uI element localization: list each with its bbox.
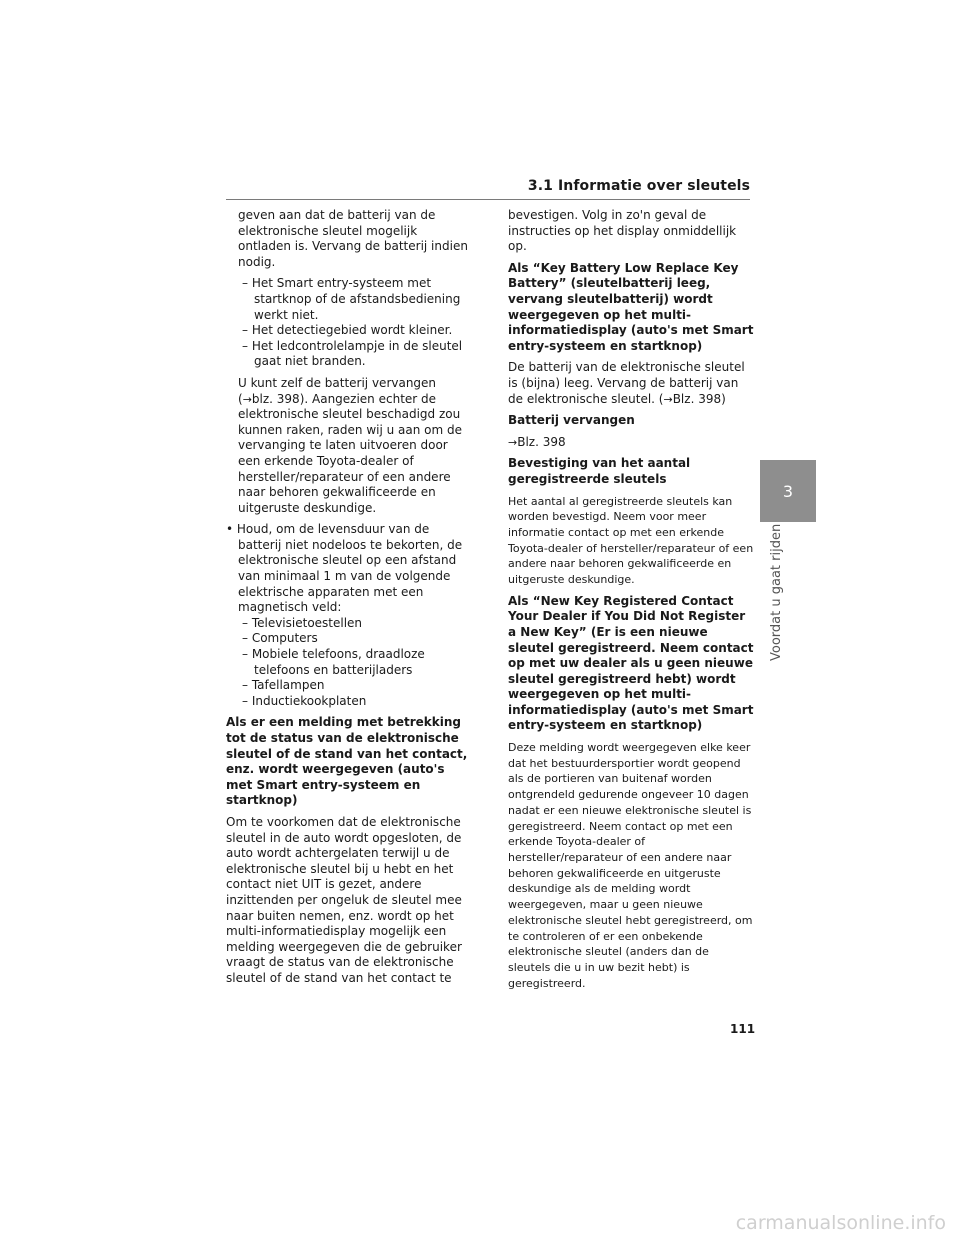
dash-item: – Tafellampen: [242, 678, 325, 693]
body-paragraph: De batterij van de elektronische sleutel is (bijna) leeg. Vervang de batterij van de elektronische sleutel. (→Blz. 398): [508, 360, 745, 406]
dash-item: – Het ledcontrolelampje in de sleutel gaat niet branden.: [242, 338, 463, 369]
body-paragraph: Het aantal al geregistreerde sleutels kan worden bevestigd. Neem voor meer informatie contact op met een erkende Toyota-dealer of hersteller/reparateur of een andere naar behoren gekwalificeerde en uitgeruste deskundige.: [508, 494, 754, 587]
arrow-icon: →: [663, 392, 673, 406]
chapter-tab[interactable]: [760, 460, 816, 522]
bullet-item: • Houd, om de levensduur van de batterij niet nodeloos te bekorten, de elektronische sleutel op een afstand van minimaal 1 m van de volgende elektrische apparaten met een magnetisch veld:: [226, 522, 463, 615]
page-link[interactable]: Blz. 398): [672, 391, 726, 406]
dash-item: – Televisietoestellen: [242, 615, 363, 630]
arrow-icon: →: [508, 435, 518, 449]
dash-item: – Het Smart entry-systeem met startknop of de afstandsbediening werkt niet.: [242, 276, 461, 322]
chapter-title: Voordat u gaat rijden: [769, 523, 784, 661]
section-heading: Als “Key Battery Low Replace Key Battery” (sleutelbatterij leeg, vervang sleutelbatterij) wordt weergegeven op het multi-informatiedisplay (auto's met Smart entry-systeem en startknop): [508, 260, 754, 353]
body-paragraph: Om te voorkomen dat de elektronische sleutel in de auto wordt opgesloten, de auto wordt achtergelaten terwijl u de elektronische sleutel bij u hebt en het contact niet UIT is gezet, andere inzittenden per ongeluk de sleutel mee naar buiten nemen, enz. wordt op het multi-informatiedisplay mogelijk een melding weergegeven die de gebruiker vraagt de status van de elektronische sleutel of de stand van het contact te: [226, 814, 462, 985]
page-link[interactable]: blz. 398). Aangezien echter de elektronische sleutel beschadigd zou kunnen raken, raden wij u aan om de vervanging te laten uitvoeren door een erkende Toyota-dealer of hersteller/reparateur of een andere naar behoren gekwalificeerde en uitgeruste deskundige.: [238, 391, 463, 515]
arrow-icon: →: [242, 392, 252, 406]
dash-item: – Computers: [242, 631, 318, 646]
page-reference: [508, 435, 754, 451]
dash-item: – Mobiele telefoons, draadloze telefoons en batterijladers: [242, 647, 425, 677]
section-heading: Batterij vervangen: [508, 413, 635, 428]
section-heading: Als “New Key Registered Contact Your Dealer if You Did Not Register a New Key” (Er is een nieuwe sleutel geregistreerd. Neem contact op met uw dealer als u geen nieuwe sleutel geregistreerd hebt) wordt weergegeven op het multi-informatiedisplay (auto's met Smart entry-systeem en startknop): [508, 593, 754, 733]
watermark: carmanualsonline.info: [735, 1212, 946, 1234]
body-paragraph: Deze melding wordt weergegeven elke keer dat het bestuurdersportier wordt geopend als de portieren van buitenaf worden ontgrendeld gedurende ongeveer 10 dagen nadat er een nieuwe elektronische sleutel is geregistreerd. Neem contact op met een erkende Toyota-dealer of hersteller/reparateur of een andere naar behoren gekwalificeerde en uitgeruste deskundige als de melding wordt weergegeven, maar u geen nieuwe elektronische sleutel hebt geregistreerd, om te controleren of er een onbekende elektronische sleutel (anders dan de sleutels die u in uw bezit hebt) is geregistreerd.: [508, 741, 753, 990]
page-header-title: 3.1 Informatie over sleutels: [527, 178, 750, 194]
dash-item: – Het detectiegebied wordt kleiner.: [242, 323, 453, 338]
left-column: [226, 208, 471, 993]
section-heading: Als er een melding met betrekking tot de status van de elektronische sleutel of de stand van het contact, enz. wordt weergegeven (auto's met Smart entry-systeem en startknop): [226, 715, 468, 808]
header-rule: [226, 199, 750, 200]
intro-paragraph: geven aan dat de batterij van de elektronische sleutel mogelijk ontladen is. Vervang de batterij indien nodig.: [238, 208, 468, 269]
chapter-number: 3: [782, 481, 794, 501]
section-heading: Bevestiging van het aantal geregistreerde sleutels: [508, 456, 691, 486]
right-column: [508, 208, 754, 997]
page-number: 111: [730, 1022, 756, 1036]
dash-item: – Inductiekookplaten: [242, 693, 367, 708]
page-link[interactable]: Blz. 398: [517, 434, 566, 449]
replace-paragraph: U kunt zelf de batterij vervangen (→blz. 398). Aangezien echter de elektronische sleutel beschadigd zou kunnen raken, raden wij u aan om de vervanging te laten uitvoeren door een erkende Toyota-dealer of hersteller/reparateur of een andere naar behoren gekwalificeerde en uitgeruste deskundige.: [238, 375, 463, 515]
chapter-title-vertical: [765, 525, 785, 665]
continued-paragraph: bevestigen. Volg in zo'n geval de instructies op het display onmiddellijk op.: [508, 208, 737, 254]
